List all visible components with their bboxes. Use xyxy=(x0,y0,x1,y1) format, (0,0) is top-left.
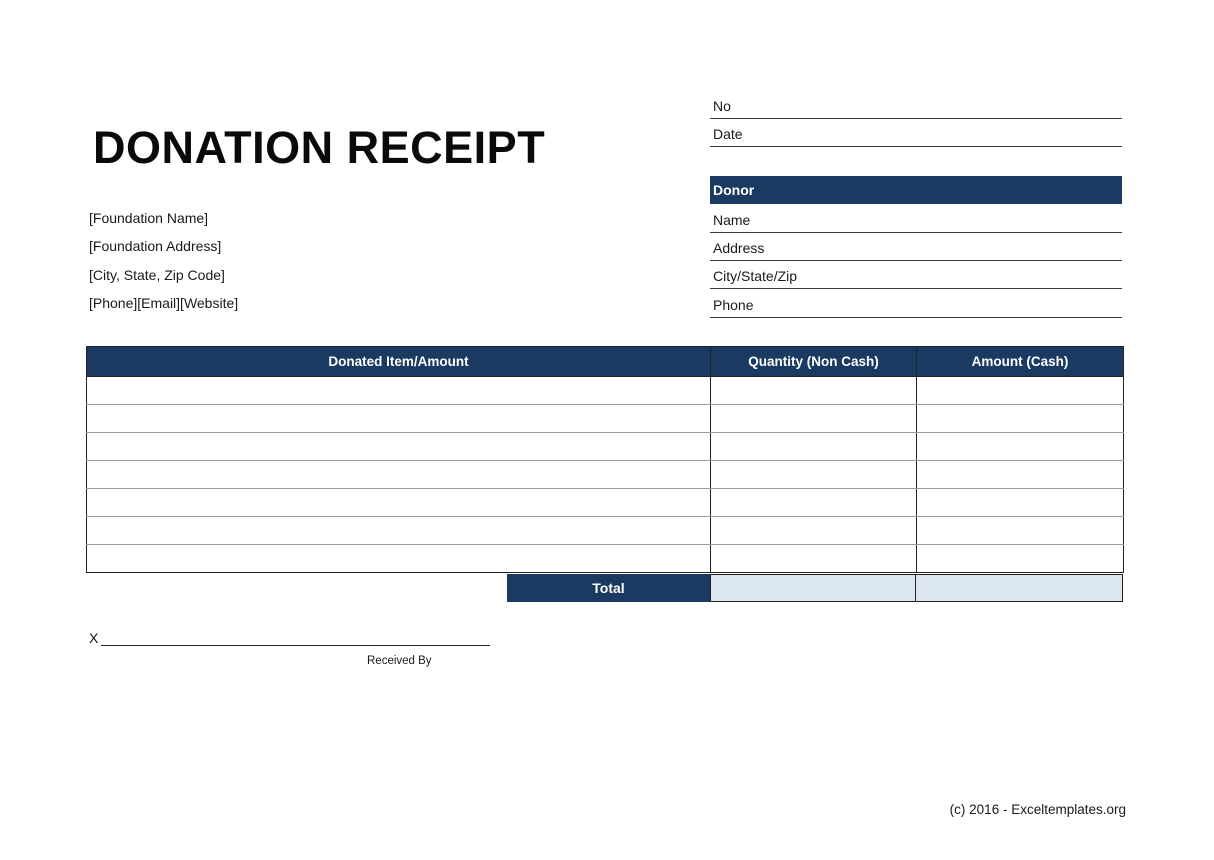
column-header-donated-item: Donated Item/Amount xyxy=(87,347,711,377)
item-cell[interactable] xyxy=(87,489,711,517)
donor-phone-field[interactable] xyxy=(710,291,1122,318)
item-cell[interactable] xyxy=(87,545,711,573)
amount-cell[interactable] xyxy=(917,405,1124,433)
table-row xyxy=(87,489,1124,517)
item-cell[interactable] xyxy=(87,433,711,461)
received-by-label: Received By xyxy=(367,655,432,667)
table-row xyxy=(87,461,1124,489)
amount-cell[interactable] xyxy=(917,461,1124,489)
table-row xyxy=(87,517,1124,545)
amount-cell[interactable] xyxy=(917,377,1124,405)
page-title: DONATION RECEIPT xyxy=(93,122,546,173)
table-header-row xyxy=(87,347,1124,377)
quantity-cell[interactable] xyxy=(711,461,917,489)
donor-address-field[interactable] xyxy=(710,234,1122,261)
donor-name-field[interactable] xyxy=(710,206,1122,233)
donor-city-field[interactable] xyxy=(710,262,1122,289)
item-cell[interactable] xyxy=(87,377,711,405)
table-row xyxy=(87,405,1124,433)
amount-cell[interactable] xyxy=(917,517,1124,545)
item-cell[interactable] xyxy=(87,461,711,489)
amount-cell[interactable] xyxy=(917,545,1124,573)
donor-name-label: Name xyxy=(713,212,751,228)
amount-cell[interactable] xyxy=(917,433,1124,461)
receipt-no-label: No xyxy=(713,98,731,114)
donor-address-label: Address xyxy=(713,240,765,256)
table-row xyxy=(87,377,1124,405)
donor-phone-label: Phone xyxy=(713,297,754,313)
quantity-cell[interactable] xyxy=(711,433,917,461)
table-row xyxy=(87,433,1124,461)
donation-items-table xyxy=(86,346,1124,573)
item-cell[interactable] xyxy=(87,405,711,433)
foundation-contact: [Phone][Email][Website] xyxy=(89,295,239,311)
receipt-date-label: Date xyxy=(713,126,743,142)
column-header-amount: Amount (Cash) xyxy=(917,347,1124,377)
quantity-cell[interactable] xyxy=(711,489,917,517)
item-cell[interactable] xyxy=(87,517,711,545)
foundation-city-state-zip: [City, State, Zip Code] xyxy=(89,267,225,283)
donor-city-label: City/State/Zip xyxy=(713,268,798,284)
table-row xyxy=(87,545,1124,573)
foundation-name: [Foundation Name] xyxy=(89,210,209,226)
total-quantity-cell[interactable] xyxy=(710,574,917,602)
copyright-footer: (c) 2016 - Exceltemplates.org xyxy=(949,802,1126,817)
donor-section-header: Donor xyxy=(710,176,1122,204)
receipt-date-field[interactable] xyxy=(710,120,1122,147)
quantity-cell[interactable] xyxy=(711,545,917,573)
total-amount-cell[interactable] xyxy=(915,574,1123,602)
total-label: Total xyxy=(507,574,710,602)
column-header-quantity: Quantity (Non Cash) xyxy=(711,347,917,377)
quantity-cell[interactable] xyxy=(711,517,917,545)
signature-line[interactable] xyxy=(101,645,490,646)
signature-x-mark: X xyxy=(89,630,99,646)
quantity-cell[interactable] xyxy=(711,405,917,433)
amount-cell[interactable] xyxy=(917,489,1124,517)
receipt-no-field[interactable] xyxy=(710,92,1122,119)
quantity-cell[interactable] xyxy=(711,377,917,405)
foundation-address: [Foundation Address] xyxy=(89,238,222,254)
